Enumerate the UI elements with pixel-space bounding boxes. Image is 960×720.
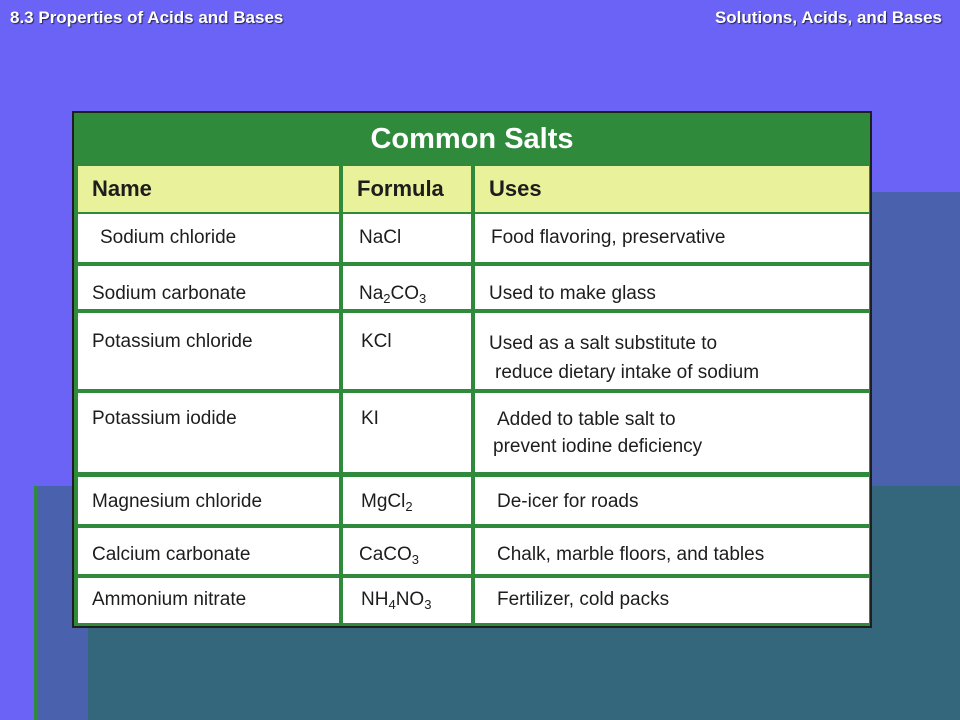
salt-uses: De-icer for roads xyxy=(475,477,869,524)
table-row xyxy=(78,214,869,262)
salt-name: Potassium chloride xyxy=(78,313,339,389)
salt-name: Calcium carbonate xyxy=(78,528,339,574)
salt-uses: Food flavoring, preservative xyxy=(475,214,869,262)
table-header-row xyxy=(78,166,869,212)
salt-formula: NaCl xyxy=(343,214,471,262)
column-header-name: Name xyxy=(78,166,339,212)
table-row xyxy=(78,393,869,472)
column-header-uses: Uses xyxy=(475,166,869,212)
table-row xyxy=(78,266,869,309)
salt-uses: Added to table salt to prevent iodine deficiency xyxy=(475,393,869,472)
salt-formula: KI xyxy=(343,393,471,472)
salt-formula: $Na_2CO_3$ xyxy=(343,266,471,309)
salt-uses: Chalk, marble floors, and tables xyxy=(475,528,869,574)
salt-uses: Used to make glass xyxy=(475,266,869,309)
table-title: Common Salts xyxy=(370,123,574,155)
salt-formula: CaCO$_3$ xyxy=(343,528,471,574)
salt-uses: Fertilizer, cold packs xyxy=(475,578,869,623)
salt-uses: Used as a salt substitute to reduce dietary intake of sodium xyxy=(475,313,869,389)
table-row xyxy=(78,578,869,623)
table-row xyxy=(78,528,869,574)
salt-formula: $NH_4NO_3$ xyxy=(343,578,471,623)
section-title: 8.3 Properties of Acids and Bases xyxy=(10,8,284,27)
salt-formula: MgCl$_2$ xyxy=(343,477,471,524)
table-row xyxy=(78,313,869,389)
common-salts-table xyxy=(72,111,872,628)
column-header-formula: Formula xyxy=(343,166,471,212)
salt-name: Magnesium chloride xyxy=(78,477,339,524)
chapter-title: Solutions, Acids, and Bases xyxy=(714,8,942,27)
decorative-edge-line xyxy=(34,486,37,720)
salt-name: Potassium iodide xyxy=(78,393,339,472)
salt-name: Sodium carbonate xyxy=(78,266,339,309)
salt-name: Ammonium nitrate xyxy=(78,578,339,623)
salt-formula: KCl xyxy=(343,313,471,389)
salt-name: Sodium chloride xyxy=(78,214,339,262)
table-row xyxy=(78,477,869,524)
